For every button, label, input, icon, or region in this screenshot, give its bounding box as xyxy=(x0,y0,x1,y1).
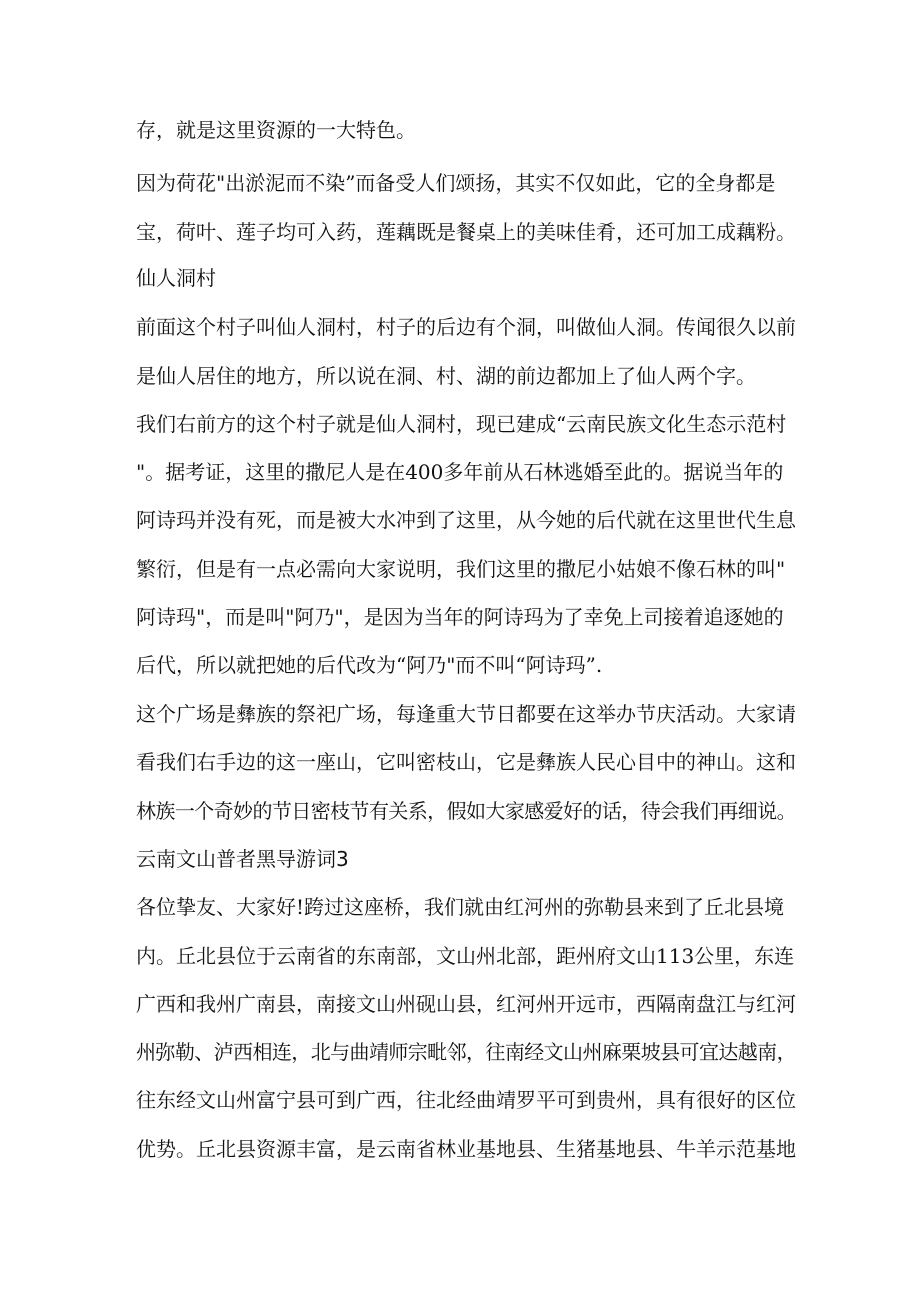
text-line: 往东经文山州富宁县可到广西，往北经曲靖罗平可到贵州，具有很好的区位 xyxy=(136,1088,796,1112)
text-line: 我们右前方的这个村子就是仙人洞村，现已建成“云南民族文化生态示范村 xyxy=(136,412,787,436)
text-line: 前面这个村子叫仙人洞村，村子的后边有个洞，叫做仙人洞。传闻很久以前 xyxy=(136,315,796,339)
text-line: 各位挚友、大家好!跨过这座桥，我们就由红河州的弥勒县来到了丘北县境 xyxy=(136,895,785,919)
text-line: 州弥勒、泸西相连，北与曲靖师宗毗邻，往南经文山州麻栗坡县可宜达越南， xyxy=(136,1040,796,1064)
text-line: 阿诗玛并没有死，而是被大水冲到了这里，从今她的后代就在这里世代生息 xyxy=(136,508,796,532)
section-heading: 云南文山普者黑导游词3 xyxy=(136,847,349,871)
text-line: 因为荷花"出淤泥而不染”而备受人们颂扬，其实不仅如此，它的全身都是 xyxy=(136,171,776,195)
text-line: 存，就是这里资源的一大特色。 xyxy=(136,118,416,142)
text-line: 林族一个奇妙的节日密枝节有关系，假如大家感爱好的话，待会我们再细说。 xyxy=(136,799,796,823)
text-line: 是仙人居住的地方，所以说在洞、村、湖的前边都加上了仙人两个字。 xyxy=(136,364,756,388)
text-line: 宝，荷叶、莲子均可入药，莲藕既是餐桌上的美味佳肴，还可加工成藕粉。 xyxy=(136,220,796,244)
text-line: 广西和我州广南县，南接文山州砚山县，红河州开远市，西隔南盘江与红河 xyxy=(136,992,796,1016)
text-line: 这个广场是彝族的祭祀广场，每逢重大节日都要在这举办节庆活动。大家请 xyxy=(136,702,796,726)
text-line: 繁衍，但是有一点必需向大家说明，我们这里的撒尼小姑娘不像石林的叫" xyxy=(136,557,786,581)
text-line: 后代，所以就把她的后代改为“阿乃"而不叫“阿诗玛”. xyxy=(136,653,603,677)
text-line: 内。丘北县位于云南省的东南部，文山州北部，距州府文山113公里，东连 xyxy=(136,944,795,968)
text-line: "。据考证，这里的撒尼人是在400多年前从石林逃婚至此的。据说当年的 xyxy=(136,460,784,484)
text-line: 优势。丘北县资源丰富，是云南省林业基地县、生猪基地县、牛羊示范基地 xyxy=(136,1137,796,1161)
section-heading: 仙人洞村 xyxy=(136,266,216,290)
text-line: 看我们右手边的这一座山，它叫密枝山，它是彝族人民心目中的神山。这和 xyxy=(136,750,796,774)
text-line: 阿诗玛"，而是叫"阿乃"，是因为当年的阿诗玛为了幸免上司接着追逐她的 xyxy=(136,605,784,629)
